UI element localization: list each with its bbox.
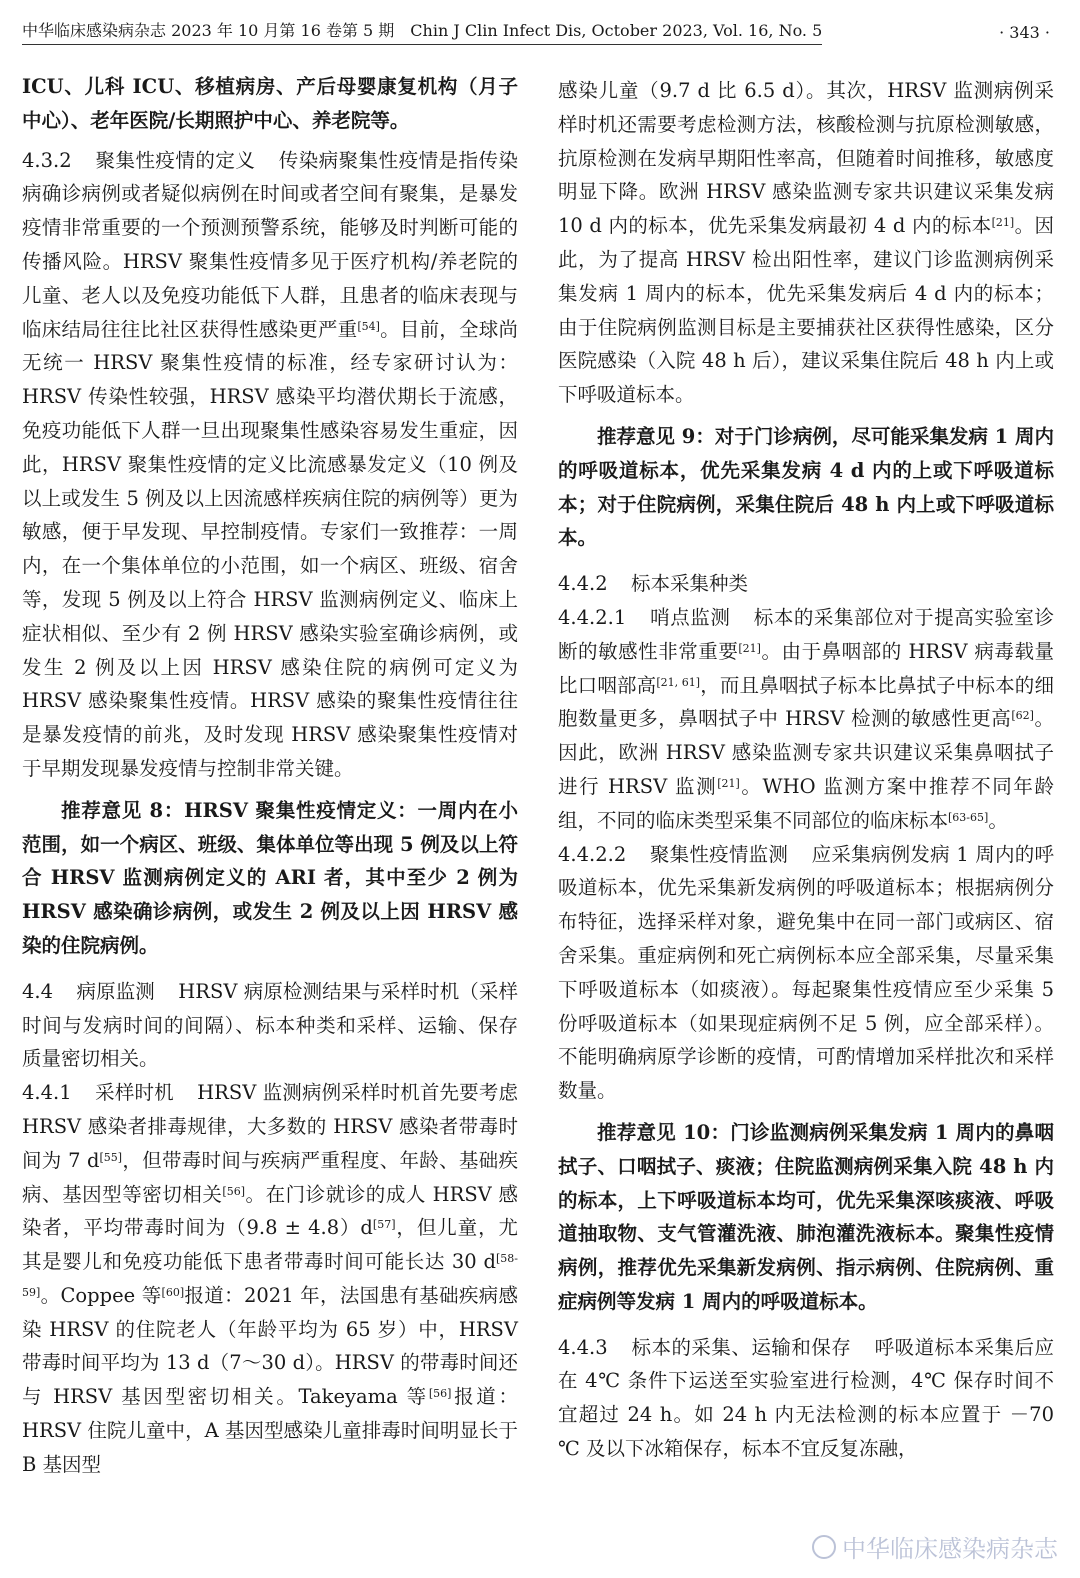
body-text: 。Coppee 等 bbox=[40, 1283, 162, 1307]
section-title: 标本的采集、运输和保存 bbox=[631, 1335, 852, 1359]
body-text: 感染儿童（9.7 d 比 6.5 d）。其次，HRSV 监测病例采样时机还需要考虑检测方法，核酸检测与抗原检测敏感，抗原检测在发病早期阳性率高，但随着时间推移，敏感度明显下降。欧洲 HRSV 感染监测专家共识建议采集发病 10 d 内的标本，优先采集发病最初 4 d 内的标本 bbox=[558, 79, 1055, 238]
section-title: 标本采集种类 bbox=[631, 572, 749, 596]
body-text: 。在门诊就诊的成人 HRSV 感染者，平均带毒时间为（9.8 ± 4.8）d bbox=[22, 1182, 518, 1240]
section-4-4-2 bbox=[558, 567, 1054, 601]
body-text: ，而且鼻咽拭子标本比鼻拭子中标本的细胞数量更多，鼻咽拭子中 HRSV 检测的敏感性更高 bbox=[558, 673, 1054, 731]
body-text: 报道：2021 年，法国患有基础疾病感染 HRSV 的住院老人（年龄平均为 65 岁）中，HRSV 带毒时间平均为 13 d（7～30 d）。HRSV 的带毒时间还与 HRSV 基因型密切相关。Takeyama 等 bbox=[22, 1283, 518, 1409]
body-text: 。由于鼻咽部的 HRSV 病毒载量比口咽部高 bbox=[558, 639, 1054, 697]
wechat-logo-icon bbox=[812, 1535, 836, 1559]
section-title: 病原监测 bbox=[76, 979, 155, 1003]
section-4-4-2-2 bbox=[558, 838, 1054, 1108]
section-4-3-2 bbox=[22, 144, 518, 786]
journal-watermark bbox=[812, 1529, 1058, 1564]
paragraph-sampling-continued bbox=[558, 74, 1054, 412]
citation-ref: [57] bbox=[372, 1218, 396, 1232]
body-text: ，但带毒时间与疾病严重程度、年龄、基础疾病、基因型等密切相关 bbox=[22, 1148, 518, 1206]
citation-ref: [60] bbox=[161, 1285, 185, 1299]
citation-ref: [63-65] bbox=[948, 810, 989, 824]
citation-ref: [21, 61] bbox=[656, 675, 701, 689]
body-text: 。因此，为了提高 HRSV 检出阳性率，建议门诊监测病例采集发病 1 周内的标本，优先采集发病后 4 d 内的标本；由于住院病例监测目标是主要捕获社区获得性感染，区分医院感染（入院 48 h 后），建议采集住院后 48 h 内上或下呼吸道标本。 bbox=[558, 214, 1054, 407]
section-number: 4.3.2 bbox=[22, 148, 72, 172]
page-number: · 343 · bbox=[999, 23, 1050, 42]
body-text: 。 bbox=[988, 808, 1008, 832]
running-header bbox=[22, 16, 1050, 46]
body-text: 报道：HRSV 住院儿童中，A 基因型感染儿童排毒时间明显长于 B 基因型 bbox=[22, 1385, 518, 1476]
section-title: 哨点监测 bbox=[649, 605, 731, 629]
section-number: 4.4.2.2 bbox=[558, 842, 627, 866]
section-4-4 bbox=[22, 975, 518, 1076]
citation-ref: [21] bbox=[738, 641, 761, 655]
body-text: 。目前，全球尚无统一 HRSV 聚集性疫情的标准，经专家研讨认为：HRSV 传染性较强，HRSV 感染平均潜伏期长于流感，免疫功能低下人群一旦出现聚集性感染容易发生重症，因此，HRSV 聚集性疫情的定义比流感暴发定义（10 例及以上或发生 5 例及以上因流感样疾病住院的病例等）更为敏感，便于早发现、早控制疫情。专家们一致推荐：一周内，在一个集体单位的小范围，如一个病区、班级、宿舍等，发现 5 例及以上符合 HRSV 监测病例定义、临床上症状相似、至少有 2 例 HRSV 感染实验室确诊病例，或发生 2 例及以上因 HRSV 感染住院的病例可定义为 HRSV 感染聚集性疫情。HRSV 感染的聚集性疫情往往是暴发疫情的前兆，及时发现 HRSV 感染聚集性疫情对于早期发现暴发疫情与控制非常关键。 bbox=[22, 317, 518, 780]
body-text: 。因此，欧洲 HRSV 感染监测专家共识建议采集鼻咽拭子进行 HRSV 监测 bbox=[558, 707, 1054, 798]
left-column bbox=[22, 70, 518, 1482]
body-text: 标本的采集部位对于提高实验室诊断的敏感性非常重要 bbox=[558, 605, 1054, 663]
body-text: 应采集病例发病 1 周内的呼吸道标本，优先采集新发病例的呼吸道标本；根据病例分布特征，选择采样对象，避免集中在同一部门或病区、宿舍采集。重症病例和死亡病例标本应全部采集，尽量采集下呼吸道标本（如痰液）。每起聚集性疫情应至少采集 5 份呼吸道标本（如果现症病例不足 5 例，应全部采样）。不能明确病原学诊断的疫情，可酌情增加采样批次和采样数量。 bbox=[558, 842, 1054, 1103]
journal-citation: 中华临床感染病杂志 2023 年 10 月第 16 卷第 5 期 Chin J Clin Infect Dis, October 2023, Vol. 16, No. 5 bbox=[22, 16, 822, 46]
citation-ref: [56] bbox=[222, 1184, 245, 1198]
citation-ref: [21] bbox=[991, 216, 1015, 230]
recommendation-8: 推荐意见 8：HRSV 聚集性疫情定义：一周内在小范围，如一个病区、班级、集体单位等出现 5 例及以上符合 HRSV 监测病例定义的 ARI 者，其中至少 2 例为 HRSV 感染确诊病例，或发生 2 例及以上因 HRSV 感染的住院病例。 bbox=[22, 798, 518, 957]
body-text: HRSV 监测病例采样时机首先要考虑 HRSV 感染者排毒规律，大多数的 HRSV 感染者带毒时间为 7 d bbox=[22, 1081, 518, 1172]
paragraph-icu-list: ICU、儿科 ICU、移植病房、产后母婴康复机构（月子中心）、老年医院/长期照护中心、养老院等。 bbox=[22, 75, 518, 132]
section-number: 4.4 bbox=[22, 979, 54, 1003]
recommendation-9: 推荐意见 9：对于门诊病例，尽可能采集发病 1 周内的呼吸道标本，优先采集发病 4 d 内的上或下呼吸道标本；对于住院病例，采集住院后 48 h 内上或下呼吸道标本。 bbox=[558, 424, 1055, 550]
section-number: 4.4.2.1 bbox=[558, 605, 627, 629]
section-title: 聚集性疫情监测 bbox=[649, 842, 789, 866]
section-number: 4.4.1 bbox=[22, 1081, 72, 1105]
section-4-4-2-1 bbox=[558, 601, 1054, 838]
section-4-4-3 bbox=[558, 1331, 1054, 1466]
body-text: 。WHO 监测方案中推荐不同年龄组，不同的临床类型采集不同部位的临床标本 bbox=[558, 774, 1054, 832]
right-column bbox=[558, 74, 1054, 1466]
section-number: 4.4.3 bbox=[558, 1335, 608, 1359]
section-4-4-1 bbox=[22, 1076, 518, 1482]
citation-ref: [21] bbox=[717, 776, 740, 790]
citation-ref: [54] bbox=[357, 319, 380, 333]
section-title: 采样时机 bbox=[95, 1081, 174, 1105]
watermark-text: 中华临床感染病杂志 bbox=[842, 1535, 1058, 1563]
citation-ref: [55] bbox=[99, 1150, 123, 1164]
citation-ref: [62] bbox=[1011, 709, 1034, 723]
recommendation-10: 推荐意见 10：门诊监测病例采集发病 1 周内的鼻咽拭子、口咽拭子、痰液；住院监测病例采集入院 48 h 内的标本，上下呼吸道标本均可，优先采集深咳痰液、呼吸道抽取物、支气管灌洗液、肺泡灌洗液标本。聚集性疫情病例，推荐优先采集新发病例、指示病例、住院病例、重症病例等发病 1 周内的呼吸道标本。 bbox=[558, 1120, 1054, 1313]
body-text: 呼吸道标本采集后应在 4℃ 条件下运送至实验室进行检测，4℃ 保存时间不宜超过 24 h。如 24 h 内无法检测的标本应置于 －70 ℃ 及以下冰箱保存，标本不宜反复冻融， bbox=[558, 1335, 1054, 1461]
body-text: HRSV 病原检测结果与采样时机（采样时间与发病时间的间隔）、标本种类和采样、运输、保存质量密切相关。 bbox=[22, 979, 518, 1071]
citation-ref: [56] bbox=[428, 1387, 452, 1401]
body-text: 传染病聚集性疫情是指传染病确诊病例或者疑似病例在时间或者空间有聚集，是暴发疫情非常重要的一个预测预警系统，能够及时判断可能的传播风险。HRSV 聚集性疫情多见于医疗机构/养老院的儿童、老人以及免疫功能低下人群，且患者的临床表现与临床结局往往比社区获得性感染更严重 bbox=[22, 148, 518, 341]
section-number: 4.4.2 bbox=[558, 572, 608, 596]
citation-ref: [58-59] bbox=[22, 1252, 518, 1299]
section-title: 聚集性疫情的定义 bbox=[95, 148, 256, 172]
body-text: ，但儿童，尤其是婴儿和免疫功能低下患者带毒时间可能长达 30 d bbox=[22, 1216, 518, 1274]
